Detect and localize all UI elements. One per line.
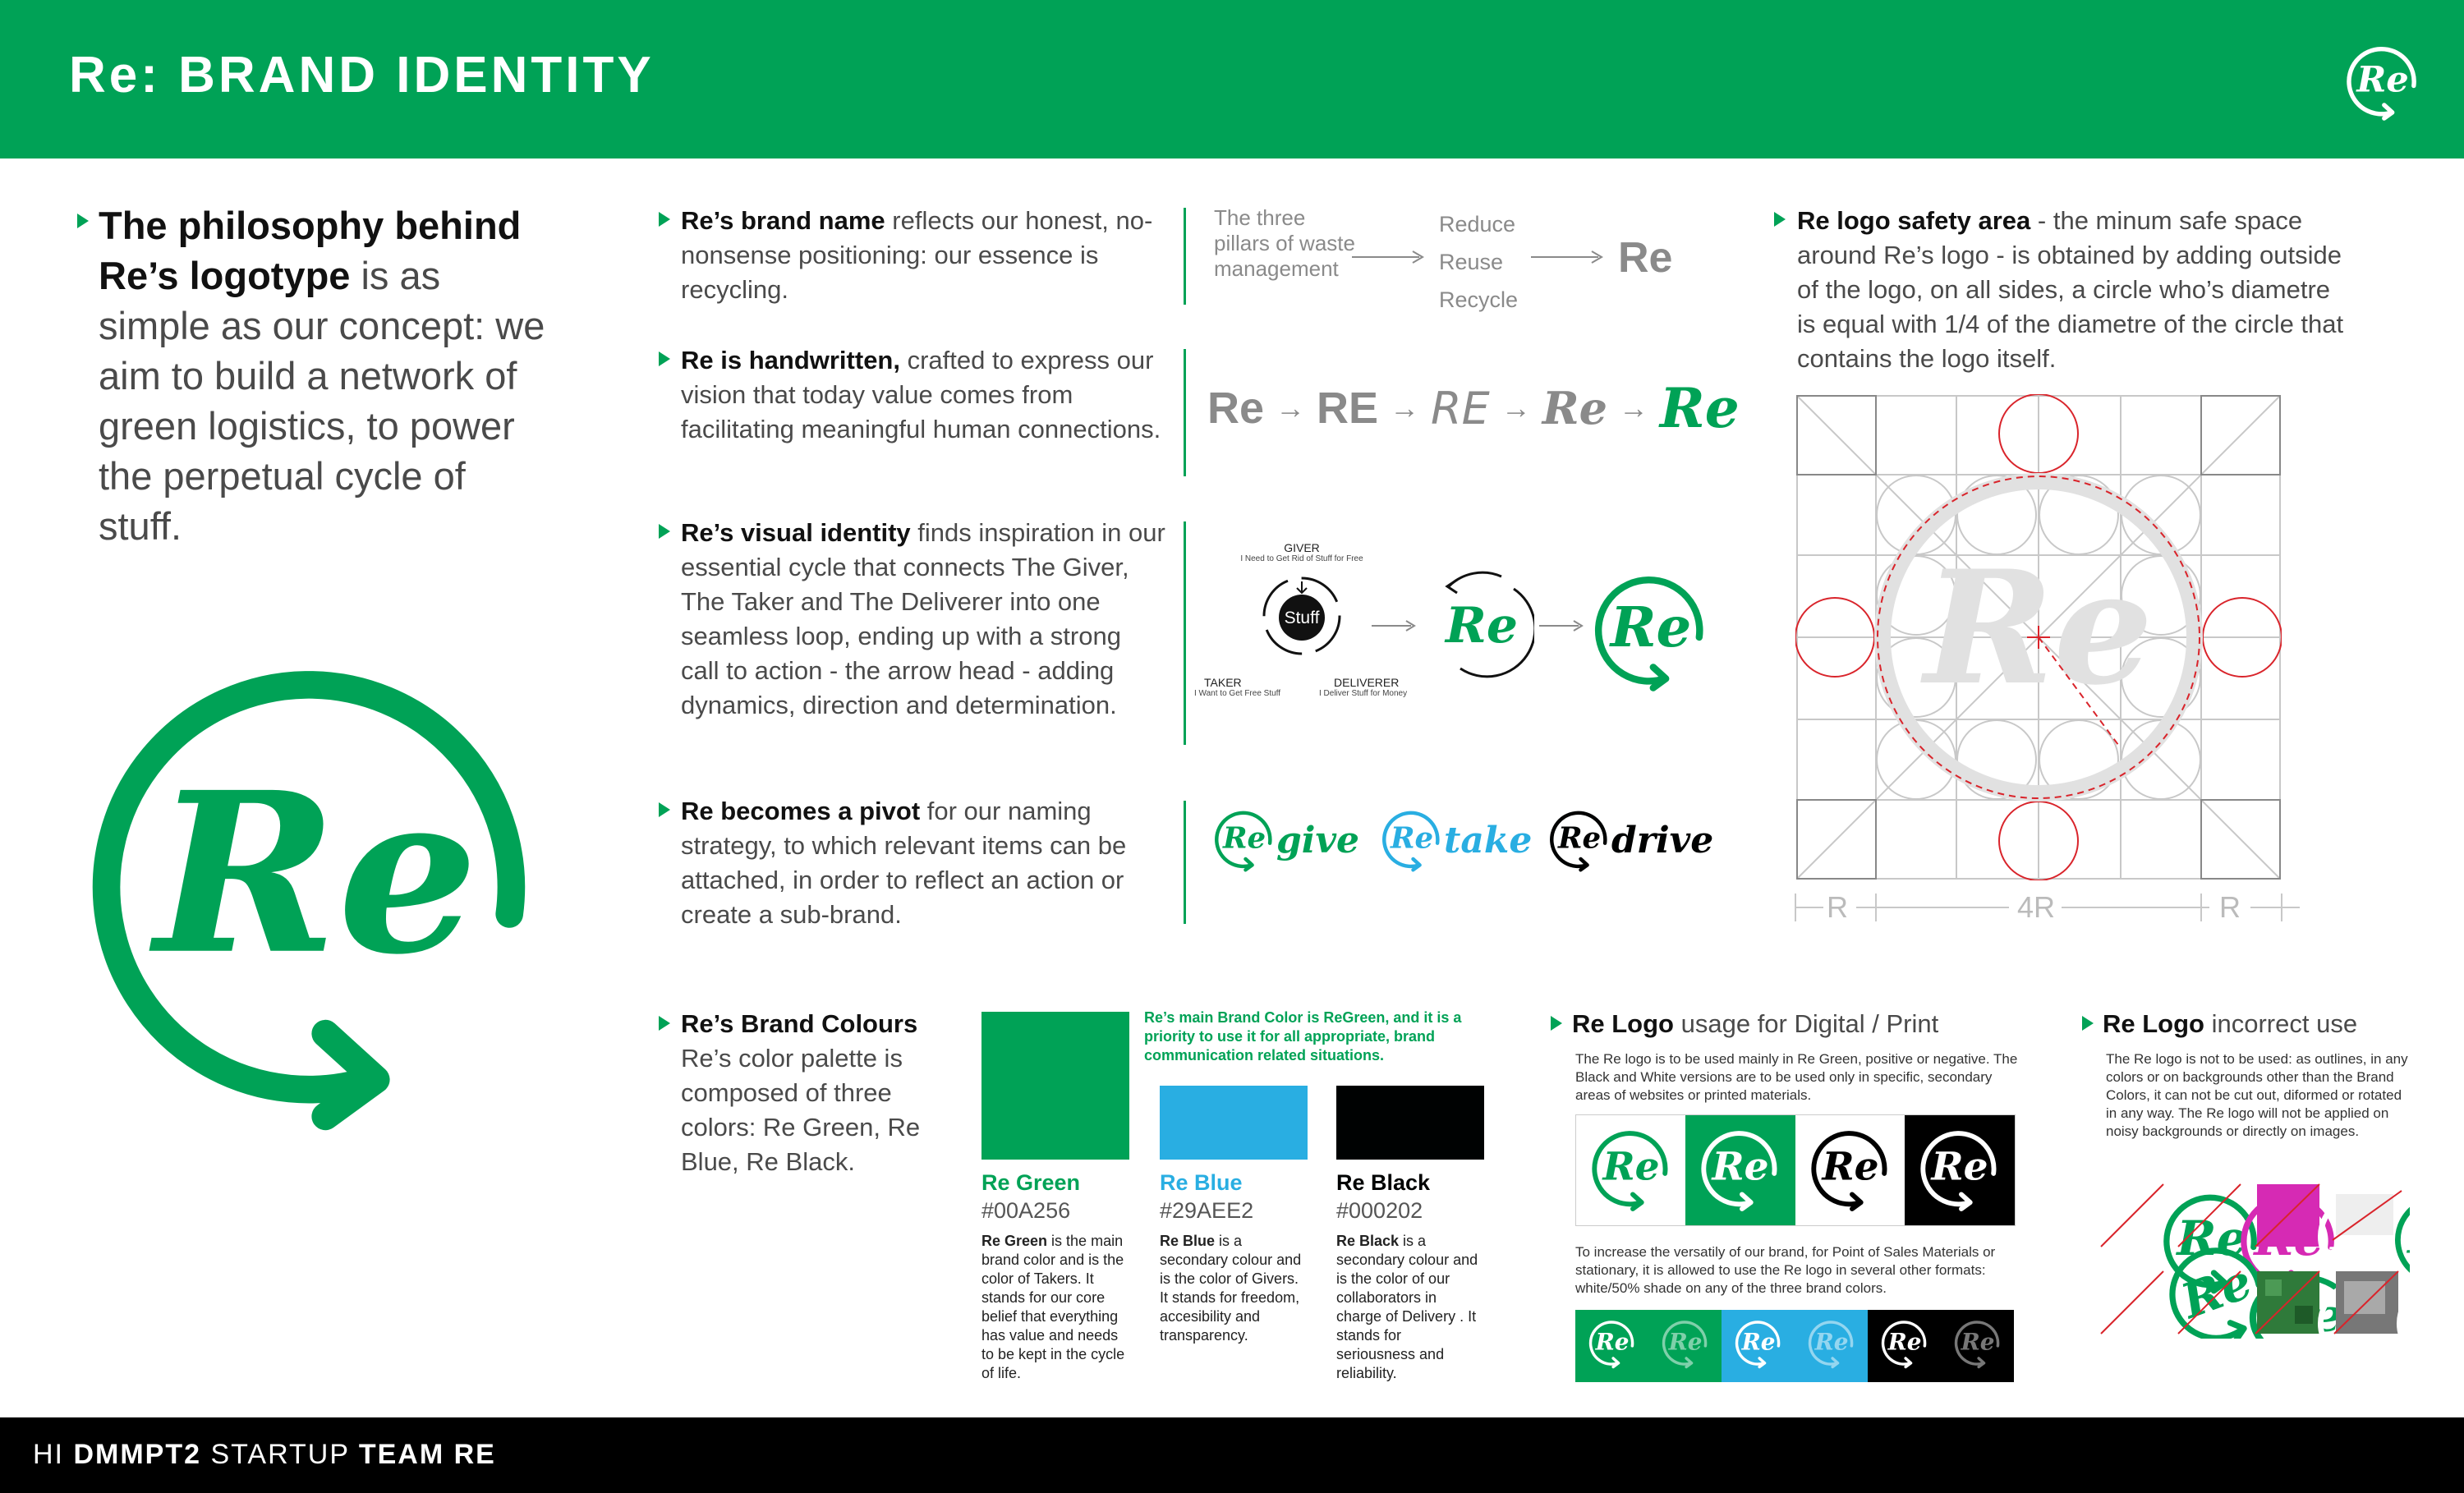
bullet-icon bbox=[77, 214, 89, 228]
handwritten-bold: Re is handwritten, bbox=[681, 346, 900, 374]
brand-name-rest: reflects our honest, no-nonsense positioning: our essence is recycling. bbox=[681, 206, 1153, 304]
deliverer-sub: I Deliver Stuff for Money bbox=[1319, 689, 1408, 698]
footer-text bbox=[33, 1439, 496, 1471]
pillar-reduce: Reduce bbox=[1439, 212, 1516, 237]
swatch-green-name: Re Green bbox=[981, 1170, 1081, 1195]
arrow-right-icon bbox=[1350, 249, 1426, 265]
swatch-blue-desc-bold: Re Blue bbox=[1160, 1233, 1216, 1249]
re-logo-icon bbox=[1662, 1316, 1709, 1371]
step-re-caps: RE bbox=[1317, 384, 1379, 433]
safety-text bbox=[1797, 204, 2356, 376]
usage-shade-row bbox=[1575, 1310, 2014, 1382]
tile-shade-blue-white bbox=[1722, 1310, 1795, 1382]
swatch-blue-desc bbox=[1160, 1232, 1308, 1345]
bullet-icon bbox=[1774, 212, 1786, 227]
re-logo-icon bbox=[1919, 1125, 2000, 1214]
bullet-icon bbox=[659, 212, 670, 227]
subbrand-row bbox=[1214, 806, 1714, 880]
re-logo-icon bbox=[1881, 1316, 1928, 1371]
tile-black-on-white bbox=[1795, 1115, 1905, 1225]
swatch-black-name: Re Black bbox=[1336, 1170, 1431, 1195]
colours-note: Re’s main Brand Color is ReGreen, and it is a priority to use it for all appropriate, brand communication related situations. bbox=[1144, 1009, 1462, 1063]
step-re-bold: Re bbox=[1207, 384, 1265, 433]
dim-r-left: R bbox=[1827, 890, 1848, 924]
arrow-right-icon bbox=[1538, 618, 1587, 634]
usage-logo-row bbox=[1575, 1114, 2016, 1226]
arrow-right-icon bbox=[1370, 618, 1419, 634]
incorrect-heading bbox=[2103, 1007, 2448, 1041]
bullet-icon bbox=[659, 524, 670, 539]
giver-label: GIVER bbox=[1284, 541, 1320, 554]
usage-rest: usage for Digital / Print bbox=[1674, 1009, 1939, 1038]
suffix-take: take bbox=[1444, 819, 1533, 861]
tile-white-on-green bbox=[1685, 1115, 1795, 1225]
tile-shade-black-50 bbox=[1941, 1310, 2014, 1382]
pillar-reuse: Reuse bbox=[1439, 250, 1504, 274]
philosophy-bold: The philosophy behind Re’s logotype bbox=[99, 204, 522, 297]
visual-identity-text bbox=[681, 516, 1165, 723]
arrow-right-icon: → bbox=[1276, 391, 1306, 425]
incorrect-text: The Re logo is not to be used: as outlines, in any colors or on backgrounds other than the Brand Colors, it can not be cut out, diformed or rotated in any way. The Re logo will not be applied on noisy backgrounds or directly on images. bbox=[2106, 1051, 2408, 1139]
divider bbox=[1184, 801, 1186, 924]
arrow-right-icon: → bbox=[1618, 391, 1648, 425]
pillars-list bbox=[1439, 205, 1518, 319]
re-logo-icon bbox=[1700, 1125, 1781, 1214]
re-cycle-mark-icon bbox=[1427, 568, 1534, 683]
visual-identity-bold: Re’s visual identity bbox=[681, 518, 911, 547]
safety-rest: - the minum safe space around Re’s logo - is obtained by adding outside of the logo, on all sides, a circle who’s diametre is equal with 1/4 of the diametre of the circle that contains the logo itself. bbox=[1797, 206, 2344, 373]
re-logo-icon bbox=[1808, 1316, 1855, 1371]
safety-area-diagram bbox=[1795, 394, 2282, 880]
footer-startup: STARTUP bbox=[201, 1439, 359, 1470]
swatch-blue-desc-text: is a secondary colour and is the color of Givers. It stands for freedom, accesibility and transparency. bbox=[1160, 1233, 1302, 1344]
brand-name-bold: Re’s brand name bbox=[681, 206, 885, 235]
re-result: Re bbox=[1618, 234, 1673, 282]
footer-hi: HI bbox=[33, 1439, 74, 1470]
handwritten-text bbox=[681, 343, 1165, 447]
re-logo-icon bbox=[1593, 568, 1708, 695]
swatch-black-desc bbox=[1336, 1232, 1484, 1383]
handwritten-evolution bbox=[1207, 376, 1740, 440]
arrow-right-icon: → bbox=[1501, 391, 1531, 425]
bullet-icon bbox=[1551, 1016, 1562, 1031]
deliverer-label: DELIVERER bbox=[1334, 676, 1400, 689]
colours-rest: Re’s color palette is composed of three colors: Re Green, Re Blue, Re Black. bbox=[681, 1044, 921, 1176]
bullet-icon bbox=[659, 802, 670, 817]
dim-4r: 4R bbox=[2017, 890, 2056, 924]
tile-green-on-white bbox=[1576, 1115, 1685, 1225]
divider bbox=[1184, 521, 1186, 745]
footer-bar bbox=[0, 1417, 2464, 1493]
step-re-italic: RE bbox=[1431, 382, 1490, 434]
swatch-green-desc-text: is the main brand color and is the color of Takers. It stands for our core belief that everything has value and needs to be kept in the cycle of life. bbox=[981, 1233, 1125, 1381]
subbrand-retake bbox=[1381, 806, 1532, 874]
bullet-icon bbox=[659, 1016, 670, 1031]
usage-text-1: The Re logo is to be used mainly in Re Green, positive or negative. The Black and White versions are to be used only in specific, secondary areas of websites or printed materials. bbox=[1575, 1051, 2018, 1103]
pivot-rest: for our naming strategy, to which relevant items can be attached, in order to reflect an action or create a sub-brand. bbox=[681, 797, 1127, 929]
swatch-blue bbox=[1160, 1086, 1308, 1160]
re-logo-icon bbox=[2346, 41, 2420, 123]
pillars-label: The three pillars of waste management bbox=[1214, 205, 1355, 281]
svg-text:Re: Re bbox=[1445, 597, 1519, 655]
dim-r-right: R bbox=[2219, 890, 2241, 924]
colours-text bbox=[681, 1007, 952, 1179]
re-logo-icon bbox=[1381, 806, 1442, 874]
footer-course: DMMPT2 bbox=[73, 1439, 202, 1470]
swatch-black-desc-text: is a secondary colour and is the color of our collaborators in charge of Delivery . It stands for seriousness and reliability. bbox=[1336, 1233, 1478, 1381]
tile-shade-black-white bbox=[1868, 1310, 1941, 1382]
re-logo-icon bbox=[1591, 1125, 1671, 1214]
swatch-black-hex: #000202 bbox=[1336, 1198, 1423, 1223]
arrow-right-icon: → bbox=[1390, 391, 1420, 425]
incorrect-rest: incorrect use bbox=[2204, 1009, 2358, 1038]
svg-text:Re: Re bbox=[1924, 536, 2154, 719]
tile-shade-blue-50 bbox=[1795, 1310, 1868, 1382]
swatch-green-hex: #00A256 bbox=[981, 1198, 1071, 1223]
swatch-blue-name: Re Blue bbox=[1160, 1170, 1243, 1195]
arrow-right-icon bbox=[1529, 249, 1605, 265]
tile-shade-green-white bbox=[1575, 1310, 1648, 1382]
philosophy-text bbox=[99, 200, 559, 551]
swatch-black bbox=[1336, 1086, 1484, 1160]
usage-bold: Re Logo bbox=[1572, 1009, 1674, 1038]
step-re-final: Re bbox=[1659, 376, 1740, 440]
brand-name-text bbox=[681, 204, 1157, 307]
subbrand-redrive bbox=[1549, 806, 1713, 874]
re-logo-icon bbox=[1214, 806, 1275, 874]
swatch-green-desc-bold: Re Green bbox=[981, 1233, 1048, 1249]
large-re-logo-icon bbox=[86, 636, 546, 1146]
incorrect-examples bbox=[2098, 1183, 2410, 1339]
giver-sub: I Need to Get Rid of Stuff for Free bbox=[1240, 554, 1363, 563]
usage-heading bbox=[1572, 1007, 1999, 1041]
subbrand-regive bbox=[1214, 806, 1359, 874]
taker-sub: I Want to Get Free Stuff bbox=[1194, 689, 1281, 698]
re-logo-icon bbox=[1549, 806, 1610, 874]
swatch-green bbox=[981, 1012, 1129, 1160]
philosophy-rest: is as simple as our concept: we aim to build a network of green logistics, to power the perpetual cycle of stuff. bbox=[99, 254, 545, 548]
pillar-recycle: Recycle bbox=[1439, 287, 1519, 312]
usage-text-2: To increase the versatily of our brand, for Point of Sales Materials or stationary, it is allowed to use the Re logo in several other formats: white/50% shade on any of the three brand colors. bbox=[1575, 1244, 1996, 1296]
page-title: Re: BRAND IDENTITY bbox=[69, 47, 655, 103]
safety-dimensions bbox=[1774, 887, 2308, 928]
swatch-black-desc-bold: Re Black bbox=[1336, 1233, 1400, 1249]
re-logo-icon bbox=[1810, 1125, 1891, 1214]
divider bbox=[1184, 349, 1186, 476]
divider bbox=[1184, 208, 1186, 305]
visual-identity-rest: finds inspiration in our essential cycle that connects The Giver, The Taker and The Deliverer into one seamless loop, ending up with a strong call to action - the arrow head - adding dynamics, direction and determination. bbox=[681, 518, 1165, 719]
taker-label: TAKER bbox=[1204, 676, 1242, 689]
stuff-label: Stuff bbox=[1284, 609, 1320, 627]
step-re-script: Re bbox=[1542, 382, 1607, 434]
tile-shade-green-50 bbox=[1648, 1310, 1722, 1382]
swatch-blue-hex: #29AEE2 bbox=[1160, 1198, 1254, 1223]
re-logo-icon bbox=[1588, 1316, 1636, 1371]
suffix-give: give bbox=[1276, 819, 1360, 861]
footer-team: TEAM RE bbox=[358, 1439, 496, 1470]
header-bar bbox=[0, 0, 2464, 158]
incorrect-logo-grid bbox=[2098, 1183, 2410, 1339]
suffix-drive: drive bbox=[1611, 819, 1714, 861]
bullet-icon bbox=[2082, 1016, 2094, 1031]
tile-white-on-black bbox=[1905, 1115, 2015, 1225]
swatch-green-desc bbox=[981, 1232, 1129, 1383]
bullet-icon bbox=[659, 351, 670, 366]
re-logo-icon bbox=[1954, 1316, 2002, 1371]
pivot-bold: Re becomes a pivot bbox=[681, 797, 921, 825]
re-logo-icon bbox=[1735, 1316, 1782, 1371]
handwritten-rest: crafted to express our vision that today value comes from facilitating meaningful human connections. bbox=[681, 346, 1161, 443]
colours-bold: Re’s Brand Colours bbox=[681, 1009, 918, 1038]
incorrect-bold: Re Logo bbox=[2103, 1009, 2204, 1038]
pivot-text bbox=[681, 794, 1165, 932]
safety-bold: Re logo safety area bbox=[1797, 206, 2031, 235]
